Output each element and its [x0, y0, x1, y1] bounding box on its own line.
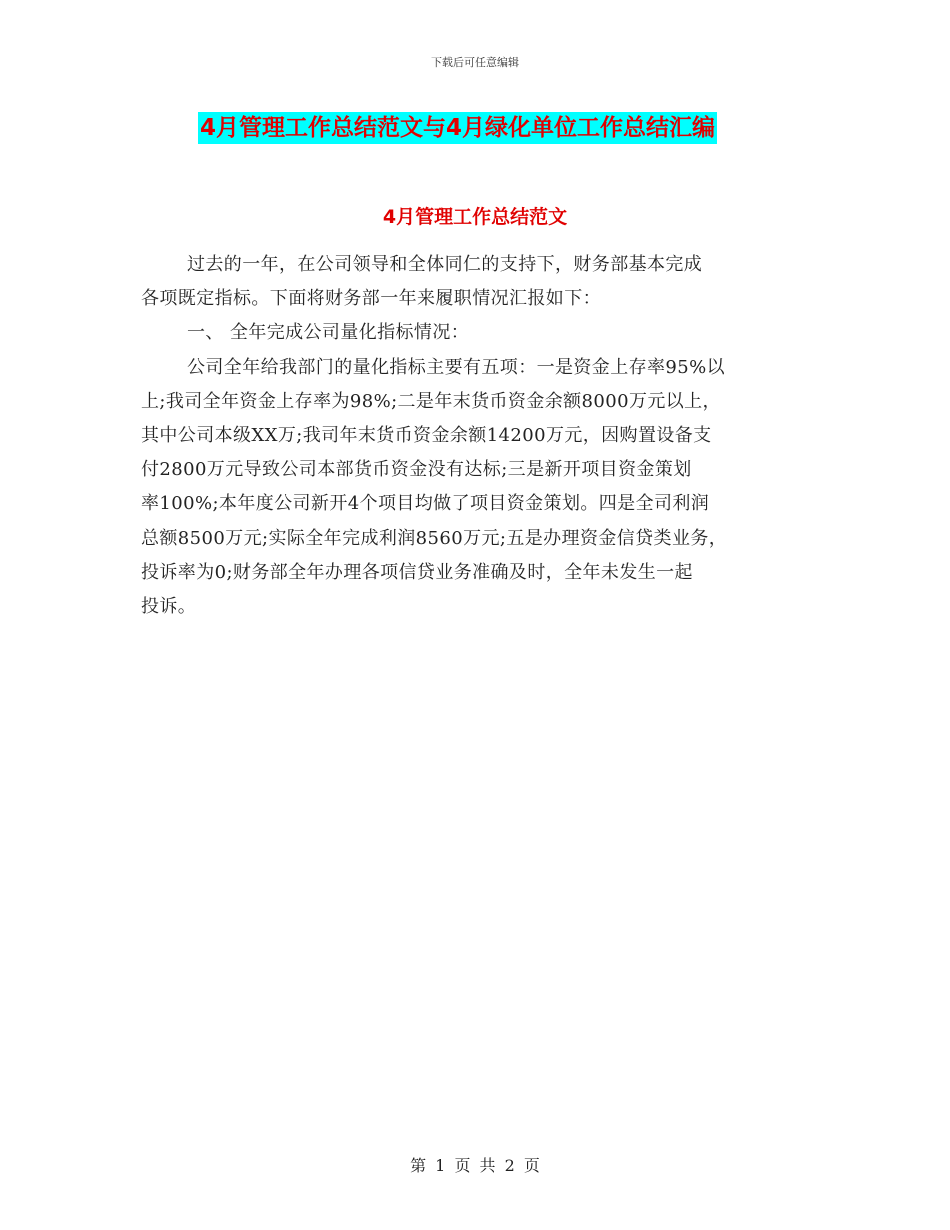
paragraph-line: 付2800万元导致公司本部货币资金没有达标;三是新开项目资金策划: [141, 459, 692, 481]
paragraph-line: 其中公司本级XX万;我司年末货币资金余额14200万元，因购置设备支: [141, 424, 712, 446]
paragraph-line: 总额8500万元;实际全年完成利润8560万元;五是办理资金信贷类业务，: [141, 527, 728, 549]
header-note: 下载后可任意编辑: [431, 56, 519, 69]
body-text: [141, 248, 811, 624]
document-title: 4月管理工作总结范文与4月绿化单位工作总结汇编: [198, 112, 717, 144]
paragraph-line: 率100%;本年度公司新开4个项目均做了项目资金策划。四是全司利润: [141, 493, 710, 515]
paragraph-line: 公司全年给我部门的量化指标主要有五项：一是资金上存率95%以: [187, 356, 726, 378]
paragraph-line: 过去的一年，在公司领导和全体同仁的支持下，财务部基本完成: [187, 254, 703, 275]
paragraph-line: 各项既定指标。下面将财务部一年来履职情况汇报如下：: [141, 288, 601, 310]
page-footer: 第 1 页 共 2 页: [410, 1156, 540, 1175]
section-title: 4月管理工作总结范文: [382, 206, 568, 228]
paragraph-line: 投诉率为0;财务部全年办理各项信贷业务准确及时，全年未发生一起: [141, 561, 693, 583]
paragraph-line: 投诉。: [141, 595, 197, 617]
paragraph-line: 上;我司全年资金上存率为98%;二是年末货币资金余额8000万元以上，: [141, 390, 721, 412]
section-heading-line: 一、 全年完成公司量化指标情况：: [187, 322, 470, 344]
